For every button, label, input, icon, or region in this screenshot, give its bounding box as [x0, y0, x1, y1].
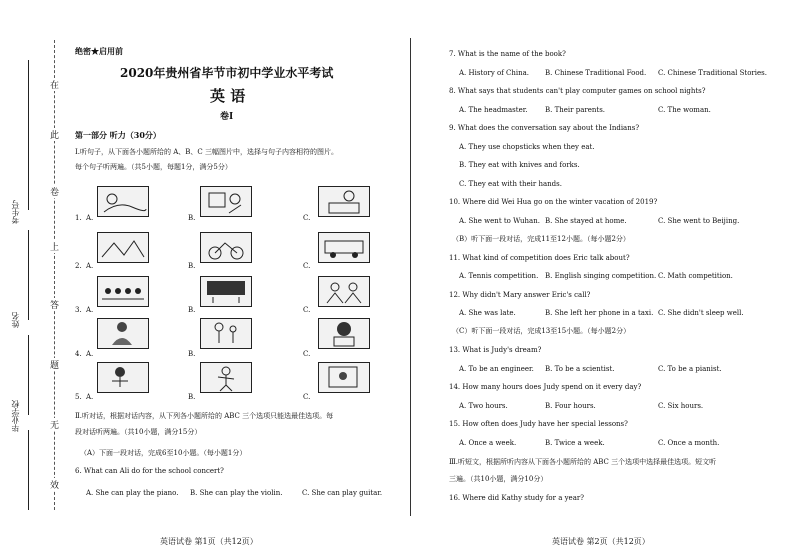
page-footer-left: 英语试卷 第1页（共12页） [160, 537, 258, 546]
picture-4b[interactable] [200, 318, 252, 349]
picture-3c[interactable] [318, 276, 370, 307]
side-rule [28, 60, 29, 210]
q15-option-b[interactable]: B. Twice a week. [545, 439, 605, 447]
q6-option-c[interactable]: C. She can play guitar. [302, 489, 383, 497]
option-label: B. [188, 393, 196, 401]
q12-option-c[interactable]: C. She didn't sleep well. [658, 309, 744, 317]
q8-option-a[interactable]: A. The headmaster. [459, 106, 528, 114]
picture-4c[interactable] [318, 318, 370, 349]
subsection-b: （B）听下面一段对话，完成11至12小题。（每小题2分） [452, 235, 630, 243]
q15-option-c[interactable]: C. Once a month. [658, 439, 720, 447]
option-label: C. [303, 214, 311, 222]
question-9: 9. What does the conversation say about the Indians? [449, 124, 640, 132]
picture-2a[interactable] [97, 232, 149, 263]
exam-title: 2020年贵州省毕节市初中学业水平考试 [120, 66, 334, 80]
picture-row-number: 4. [75, 350, 82, 358]
subsection-a: （A）下面一段对话，完成6至10小题。（每小题1分） [80, 449, 247, 457]
margin-char: 题 [50, 358, 59, 371]
sec3-instructions: 三遍。（共10小题，满分10分） [449, 475, 548, 483]
side-rule [28, 335, 29, 415]
sec1-instructions: Ⅰ.听句子，从下面各小题所给的 A、B、C 三幅图片中，选择与句子内容相符的图片。 [75, 148, 338, 156]
q14-option-a[interactable]: A. Two hours. [459, 402, 508, 410]
option-label: A. [86, 393, 94, 401]
question-16: 16. Where did Kathy study for a year? [449, 494, 584, 502]
q10-option-a[interactable]: A. She went to Wuhan. [459, 217, 540, 225]
q9-option-b[interactable]: B. They eat with knives and forks. [459, 161, 580, 169]
q12-option-b[interactable]: B. She left her phone in a taxi. [545, 309, 654, 317]
question-10: 10. Where did Wei Hua go on the winter vacation of 2019? [449, 198, 658, 206]
q8-option-c[interactable]: C. The woman. [658, 106, 711, 114]
option-label: C. [303, 350, 311, 358]
subsection-c: （C）听下面一段对话，完成13至15小题。（每小题2分） [452, 327, 631, 335]
margin-char: 卷 [50, 185, 59, 198]
option-label: B. [188, 306, 196, 314]
side-rule [28, 230, 29, 320]
q10-option-c[interactable]: C. She went to Beijing. [658, 217, 740, 225]
picture-4a[interactable] [97, 318, 149, 349]
q11-option-b[interactable]: B. English singing competition. [545, 272, 657, 280]
sec2-instructions: Ⅱ.听对话，根据对话内容，从下列各小题所给的 ABC 三个选项只能选最佳选项。每 [75, 412, 334, 420]
q11-option-c[interactable]: C. Math competition. [658, 272, 733, 280]
q6-option-b[interactable]: B. She can play the violin. [190, 489, 283, 497]
margin-char: 无 [50, 418, 59, 431]
subject-title: 英 语 [210, 87, 246, 105]
part1-heading: 第一部分 听力（30分） [75, 130, 161, 140]
question-14: 14. How many hours does Judy spend on it every day? [449, 383, 642, 391]
q10-option-b[interactable]: B. She stayed at home. [545, 217, 627, 225]
picture-row-number: 2. [75, 262, 82, 270]
side-label-exam-number: 考生号 [11, 200, 20, 224]
option-label: B. [188, 350, 196, 358]
picture-3b[interactable] [200, 276, 252, 307]
option-label: C. [303, 306, 311, 314]
volume-label: 卷Ⅰ [220, 112, 234, 122]
side-label-school: 毕业学校 [11, 400, 20, 432]
picture-1c[interactable] [318, 186, 370, 217]
q9-option-c[interactable]: C. They eat with their hands. [459, 180, 562, 188]
sec3-instructions: Ⅲ.听短文，根据所听内容从下面各小题所给的 ABC 三个选项中选择最佳选项。短文听 [449, 458, 717, 466]
option-label: A. [86, 262, 94, 270]
margin-char: 上 [50, 240, 59, 253]
question-7: 7. What is the name of the book? [449, 50, 566, 58]
margin-char: 在 [50, 78, 59, 91]
picture-2b[interactable] [200, 232, 252, 263]
picture-5c[interactable] [318, 362, 370, 393]
question-13: 13. What is Judy's dream? [449, 346, 542, 354]
q14-option-b[interactable]: B. Four hours. [545, 402, 596, 410]
option-label: A. [86, 214, 94, 222]
picture-2c[interactable] [318, 232, 370, 263]
option-label: A. [86, 350, 94, 358]
question-15: 15. How often does Judy have her special lessons? [449, 420, 628, 428]
picture-5b[interactable] [200, 362, 252, 393]
q13-option-c[interactable]: C. To be a pianist. [658, 365, 722, 373]
option-label: C. [303, 393, 311, 401]
option-label: B. [188, 262, 196, 270]
question-12: 12. Why didn't Mary answer Eric's call? [449, 291, 591, 299]
q9-option-a[interactable]: A. They use chopsticks when they eat. [459, 143, 595, 151]
picture-row-number: 3. [75, 306, 82, 314]
q7-option-b[interactable]: B. Chinese Traditional Food. [545, 69, 647, 77]
q12-option-a[interactable]: A. She was late. [459, 309, 516, 317]
margin-char: 此 [50, 128, 59, 141]
dashed-binding-line [54, 40, 55, 510]
q13-option-b[interactable]: B. To be a scientist. [545, 365, 615, 373]
margin-char: 答 [50, 298, 59, 311]
q15-option-a[interactable]: A. Once a week. [459, 439, 517, 447]
picture-3a[interactable] [97, 276, 149, 307]
question-8: 8. What says that students can't play computer games on school nights? [449, 87, 706, 95]
picture-row-number: 5. [75, 393, 82, 401]
q6-option-a[interactable]: A. She can play the piano. [86, 489, 179, 497]
question-11: 11. What kind of competition does Eric talk about? [449, 254, 630, 262]
picture-1b[interactable] [200, 186, 252, 217]
margin-char: 效 [50, 478, 59, 491]
page-footer-right: 英语试卷 第2页（共12页） [552, 537, 650, 546]
q13-option-a[interactable]: A. To be an engineer. [459, 365, 534, 373]
q11-option-a[interactable]: A. Tennis competition. [459, 272, 539, 280]
page-divider [410, 38, 411, 516]
picture-5a[interactable] [97, 362, 149, 393]
question-6: 6. What can Ali do for the school concert? [75, 467, 224, 475]
q8-option-b[interactable]: B. Their parents. [545, 106, 606, 114]
q14-option-c[interactable]: C. Six hours. [658, 402, 704, 410]
confidential-mark: 绝密★启用前 [75, 46, 123, 56]
q7-option-a[interactable]: A. History of China. [459, 69, 530, 77]
sec2-instructions: 段对话听两遍。（共10小题，满分15分） [75, 428, 202, 436]
q7-option-c[interactable]: C. Chinese Traditional Stories. [658, 69, 767, 77]
picture-1a[interactable] [97, 186, 149, 217]
side-rule [28, 430, 29, 510]
option-label: B. [188, 214, 196, 222]
option-label: A. [86, 306, 94, 314]
side-label-name: 姓名 [11, 312, 20, 328]
sec1-instructions: 每个句子听两遍。（共5小题，每题1分，满分5分） [75, 163, 232, 171]
option-label: C. [303, 262, 311, 270]
picture-row-number: 1. [75, 214, 82, 222]
